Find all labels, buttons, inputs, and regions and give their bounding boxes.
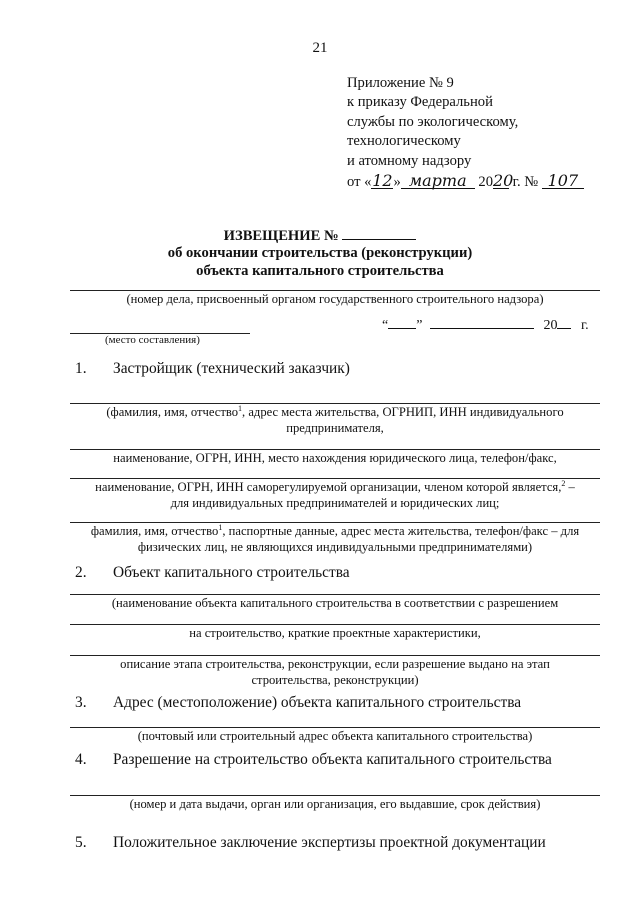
notice-subtitle-1: об окончании строительства (реконструкции): [167, 245, 473, 261]
section-title: Застройщик (технический заказчик): [113, 360, 350, 377]
day-blank: [388, 316, 416, 329]
fill-line: [70, 478, 600, 479]
caption: описание этапа строительства, реконструкции, если разрешение выдано на этап строительства, реконструкции): [120, 657, 550, 687]
caption: (почтовый или строительный адрес объекта капитального строительства): [137, 729, 533, 743]
appendix-line: к приказу Федеральной: [347, 94, 493, 111]
order-number: 107: [542, 173, 584, 189]
order-year-suffix: 20: [492, 171, 514, 191]
section-title: Объект капитального строительства: [113, 564, 350, 581]
order-date-line: [347, 173, 584, 192]
fill-line: [70, 449, 600, 450]
order-day: 12: [372, 171, 393, 191]
caption: на строительство, краткие проектные характеристики,: [189, 626, 481, 640]
section-number: 3.: [75, 694, 87, 711]
date-prefix: от «: [347, 174, 372, 191]
notice-title: ИЗВЕЩЕНИЕ №: [0, 227, 640, 245]
year-unit: г. №: [512, 174, 539, 191]
year-prefix: 20: [478, 174, 493, 191]
appendix-line: Приложение № 9: [347, 75, 454, 91]
fill-line: [70, 522, 600, 523]
caption: фамилия, имя, отчество$^1$, паспортные данные, адрес места жительства, телефон/факс – для физических лиц, не являющихся индивидуальными предпринимателями): [90, 522, 580, 554]
caption: (фамилия, имя, отчество$^1$, адрес места жительства, ОГРНИП, ИНН индивидуального предпринимателя,: [106, 403, 564, 435]
appendix-line: и атомному надзору: [347, 152, 472, 169]
section-number: 1.: [75, 360, 87, 377]
fill-line: [70, 655, 600, 656]
year-blank: [557, 316, 571, 329]
section-number: 4.: [75, 751, 87, 768]
order-month: марта: [401, 173, 475, 189]
section-title: Адрес (местоположение) объекта капитального строительства: [113, 694, 522, 711]
caption: наименование, ОГРН, ИНН, место нахождения юридического лица, телефон/факс,: [113, 451, 557, 465]
section-number: 5.: [75, 834, 87, 851]
appendix-line: технологическому: [347, 133, 461, 150]
fill-line: [70, 727, 600, 728]
fill-line: [70, 594, 600, 595]
place-caption: (место составления): [105, 334, 200, 346]
caption: наименование, ОГРН, ИНН саморегулируемой организации, членом которой является,$^2$ – для индивидуальных предпринимателей и юридических лиц;: [95, 478, 575, 510]
month-blank: [430, 316, 534, 329]
date-fill-line: “ ” 20 г.: [382, 318, 589, 333]
section-title: Разрешение на строительство объекта капитального строительства: [113, 751, 552, 768]
case-number-caption: (номер дела, присвоенный органом государственного строительного надзора): [126, 292, 544, 306]
appendix-block: [347, 74, 584, 192]
notice-subtitle-2: объекта капитального строительства: [196, 263, 444, 279]
caption: (наименование объекта капитального строительства в соответствии с разрешением: [111, 596, 559, 610]
page-number: 21: [312, 40, 328, 56]
fill-line: [70, 403, 600, 404]
caption: (номер и дата выдачи, орган или организация, его выдавшие, срок действия): [129, 797, 541, 811]
section-number: 2.: [75, 564, 87, 581]
date-close: »: [393, 174, 401, 191]
fill-line: [70, 795, 600, 796]
notice-number-blank: [342, 227, 416, 240]
fill-line: [70, 624, 600, 625]
appendix-line: службы по экологическому,: [347, 113, 519, 130]
case-number-line: [70, 290, 600, 291]
section-title: Положительное заключение экспертизы проектной документации: [113, 834, 546, 851]
